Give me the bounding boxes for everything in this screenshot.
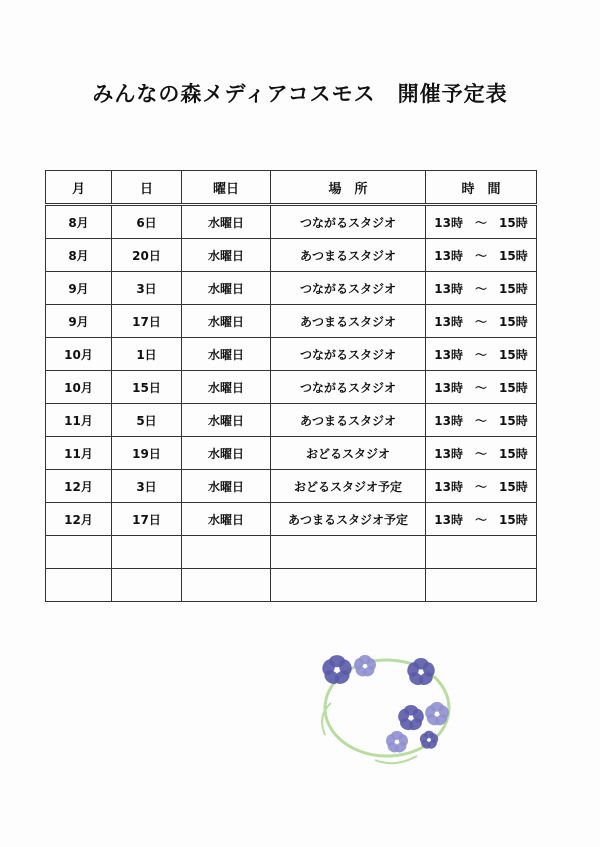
header-day: 日: [112, 171, 182, 205]
table-row: [46, 305, 537, 338]
cell-place: つながるスタジオ: [271, 338, 426, 371]
cell-month: [46, 569, 112, 602]
cell-month: 8月: [46, 239, 112, 272]
cell-place: あつまるスタジオ: [271, 239, 426, 272]
violet-blossom-icon: [353, 655, 378, 679]
cell-weekday: 水曜日: [182, 239, 271, 272]
table-row: [46, 338, 537, 371]
cell-place: あつまるスタジオ: [271, 404, 426, 437]
cell-time: 13時 ～ 15時: [426, 272, 537, 305]
table-row: [46, 470, 537, 503]
table-row: [46, 239, 537, 272]
table-row: [46, 404, 537, 437]
cell-time: [426, 536, 537, 569]
cell-time: 13時 ～ 15時: [426, 437, 537, 470]
cell-month: 9月: [46, 305, 112, 338]
cell-weekday: 水曜日: [182, 470, 271, 503]
table-row: [46, 503, 537, 536]
cell-time: 13時 ～ 15時: [426, 404, 537, 437]
table-row: [46, 536, 537, 569]
cell-weekday: 水曜日: [182, 503, 271, 536]
cell-weekday: 水曜日: [182, 338, 271, 371]
cell-weekday: [182, 536, 271, 569]
cell-month: 12月: [46, 470, 112, 503]
cell-place: あつまるスタジオ: [271, 305, 426, 338]
table-body: [46, 205, 537, 602]
cell-place: つながるスタジオ: [271, 272, 426, 305]
cell-day: 19日: [112, 437, 182, 470]
cell-weekday: [182, 569, 271, 602]
cell-weekday: 水曜日: [182, 437, 271, 470]
cell-day: 1日: [112, 338, 182, 371]
cell-time: 13時 ～ 15時: [426, 239, 537, 272]
header-month: 月: [46, 171, 112, 205]
cell-place: つながるスタジオ: [271, 205, 426, 239]
violet-blossom-icon: [320, 655, 353, 687]
cell-place: おどるスタジオ予定: [271, 470, 426, 503]
cell-month: 10月: [46, 338, 112, 371]
cell-month: 9月: [46, 272, 112, 305]
cell-month: 11月: [46, 437, 112, 470]
cell-day: 3日: [112, 470, 182, 503]
cell-day: 3日: [112, 272, 182, 305]
cell-day: 17日: [112, 503, 182, 536]
cell-month: 12月: [46, 503, 112, 536]
table-row: [46, 205, 537, 239]
cell-day: 17日: [112, 305, 182, 338]
violet-flower-icon: [305, 640, 470, 775]
header-time: 時 間: [426, 171, 537, 205]
cell-month: 8月: [46, 205, 112, 239]
cell-time: 13時 ～ 15時: [426, 371, 537, 404]
violet-blossom-icon: [396, 705, 425, 733]
cell-day: [112, 536, 182, 569]
table-header-row: [46, 171, 537, 205]
cell-time: 13時 ～ 15時: [426, 305, 537, 338]
cell-time: 13時 ～ 15時: [426, 470, 537, 503]
cell-month: [46, 536, 112, 569]
table-row: [46, 371, 537, 404]
cell-place: つながるスタジオ: [271, 371, 426, 404]
table-row: [46, 569, 537, 602]
header-weekday: 曜日: [182, 171, 271, 205]
schedule-table: [45, 170, 537, 602]
cell-day: 15日: [112, 371, 182, 404]
header-place: 場 所: [271, 171, 426, 205]
cell-weekday: 水曜日: [182, 305, 271, 338]
cell-time: 13時 ～ 15時: [426, 503, 537, 536]
cell-month: 10月: [46, 371, 112, 404]
cell-weekday: 水曜日: [182, 371, 271, 404]
cell-weekday: 水曜日: [182, 272, 271, 305]
page-title: みんなの森メディアコスモス 開催予定表: [92, 82, 508, 106]
table-row: [46, 437, 537, 470]
cell-month: 11月: [46, 404, 112, 437]
cell-place: あつまるスタジオ予定: [271, 503, 426, 536]
cell-place: [271, 536, 426, 569]
table-row: [46, 272, 537, 305]
cell-place: [271, 569, 426, 602]
cell-time: 13時 ～ 15時: [426, 205, 537, 239]
cell-weekday: 水曜日: [182, 404, 271, 437]
cell-time: 13時 ～ 15時: [426, 338, 537, 371]
violet-blossom-icon: [385, 731, 410, 755]
cell-day: 5日: [112, 404, 182, 437]
cell-time: [426, 569, 537, 602]
cell-day: [112, 569, 182, 602]
cell-place: おどるスタジオ: [271, 437, 426, 470]
violet-wreath-illustration: [305, 640, 470, 775]
cell-weekday: 水曜日: [182, 205, 271, 239]
cell-day: 6日: [112, 205, 182, 239]
cell-day: 20日: [112, 239, 182, 272]
